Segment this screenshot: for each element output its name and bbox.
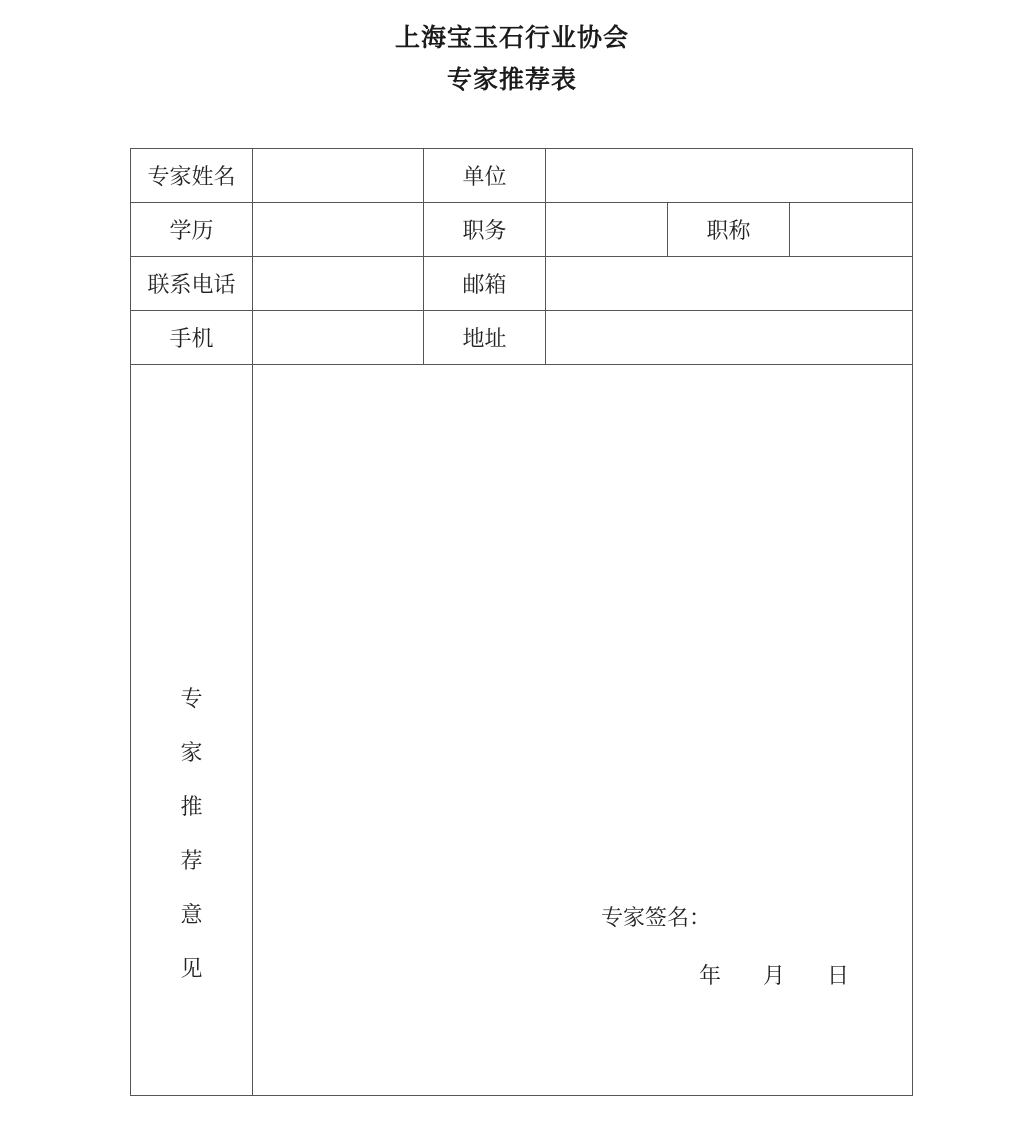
address-label: 地址	[424, 311, 546, 365]
signature-date	[699, 959, 849, 990]
name-field[interactable]	[253, 149, 424, 203]
date-month-label: 月	[762, 964, 785, 989]
form-row-phone-email	[131, 257, 913, 311]
education-field[interactable]	[253, 203, 424, 257]
email-field[interactable]	[546, 257, 913, 311]
document-subtitle: 专家推荐表	[446, 65, 577, 94]
phone-field[interactable]	[253, 257, 424, 311]
opinion-label-char: 推	[180, 795, 203, 820]
title-rank-label: 职称	[668, 203, 790, 257]
name-label: 专家姓名	[131, 149, 253, 203]
form-row-mobile-address	[131, 311, 913, 365]
email-label: 邮箱	[424, 257, 546, 311]
unit-field[interactable]	[546, 149, 913, 203]
form-row-name-unit	[131, 149, 913, 203]
opinion-label-char: 见	[180, 957, 203, 982]
unit-label: 单位	[424, 149, 546, 203]
education-label: 学历	[131, 203, 253, 257]
phone-label: 联系电话	[131, 257, 253, 311]
title-rank-field[interactable]	[790, 203, 913, 257]
document-title: 上海宝玉石行业协会	[394, 23, 629, 52]
opinion-label-char: 家	[180, 741, 203, 766]
opinion-field[interactable]	[253, 365, 913, 1096]
date-year-label: 年	[699, 964, 722, 989]
opinion-label-char: 专	[180, 687, 203, 712]
signature-label: 专家签名：	[601, 906, 712, 931]
position-field[interactable]	[546, 203, 668, 257]
mobile-label: 手机	[131, 311, 253, 365]
recommendation-form-table	[130, 148, 913, 1096]
date-day-label: 日	[826, 964, 849, 989]
opinion-label-cell	[131, 365, 253, 1096]
opinion-label	[131, 463, 252, 997]
address-field[interactable]	[546, 311, 913, 365]
mobile-field[interactable]	[253, 311, 424, 365]
opinion-label-char: 意	[180, 903, 203, 928]
position-label: 职务	[424, 203, 546, 257]
opinion-label-char: 荐	[180, 849, 203, 874]
form-row-education-position	[131, 203, 913, 257]
form-row-opinion	[131, 365, 913, 1096]
